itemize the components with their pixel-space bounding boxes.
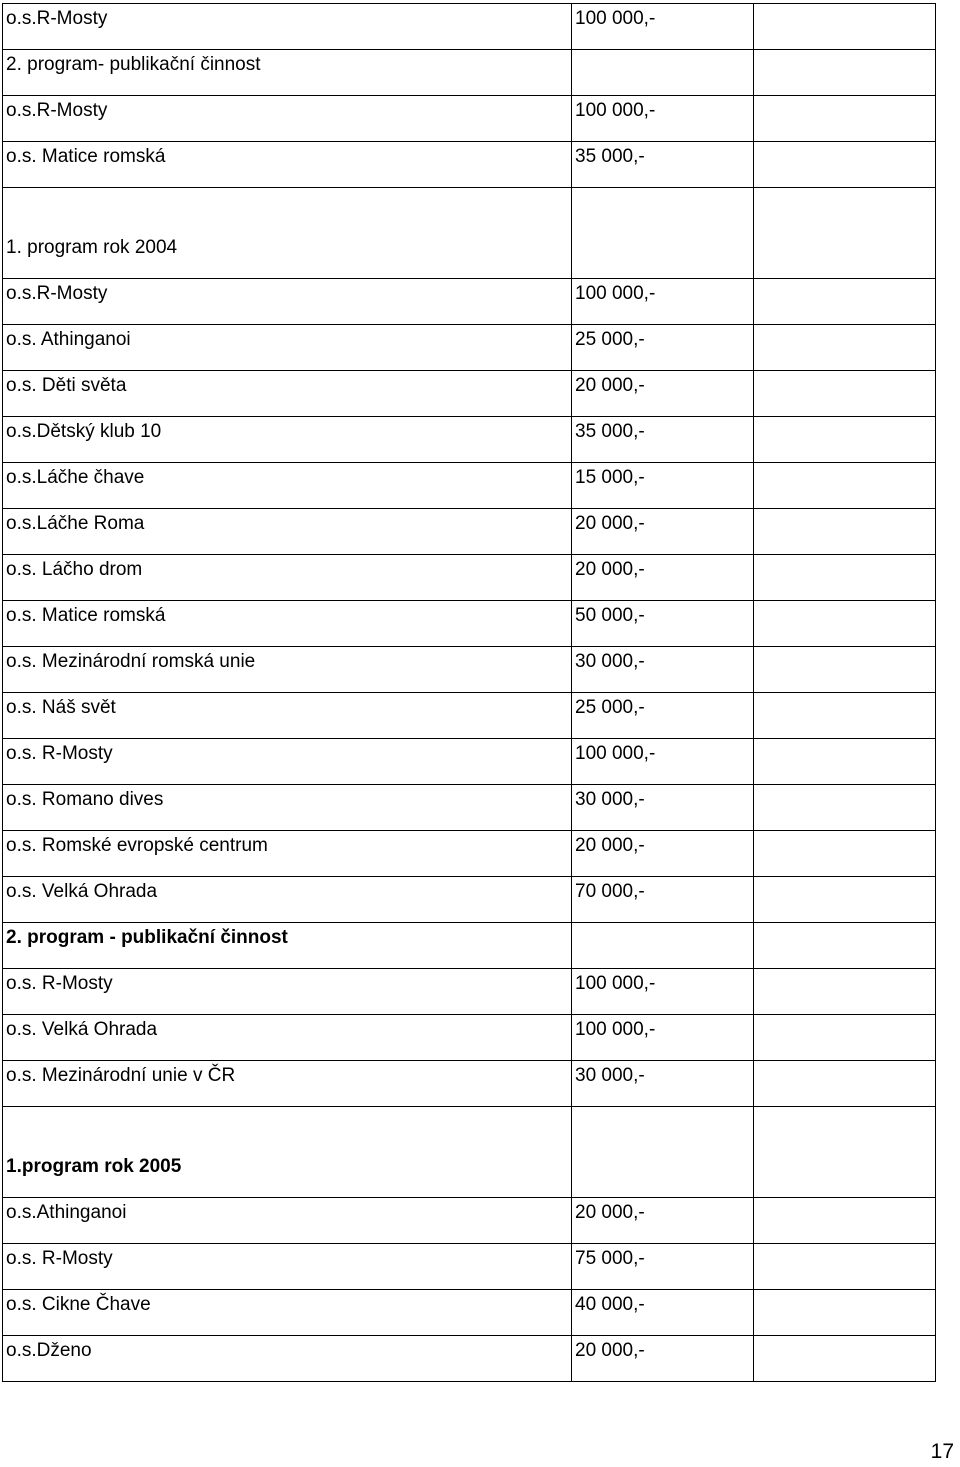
organization-name-cell: o.s. R-Mosty xyxy=(3,739,572,785)
table-row xyxy=(3,1244,936,1290)
table-body xyxy=(3,4,936,1382)
empty-cell xyxy=(754,279,936,325)
empty-cell xyxy=(754,1198,936,1244)
table-row xyxy=(3,693,936,739)
table-row xyxy=(3,96,936,142)
amount-cell: 35 000,- xyxy=(572,142,754,188)
amount-cell: 100 000,- xyxy=(572,279,754,325)
table-row xyxy=(3,1015,936,1061)
empty-cell xyxy=(754,1290,936,1336)
empty-cell xyxy=(754,4,936,50)
empty-cell xyxy=(754,1061,936,1107)
organization-name-cell: 1.program rok 2005 xyxy=(3,1107,572,1198)
empty-cell xyxy=(754,923,936,969)
organization-name-cell: o.s.Láčhe čhave xyxy=(3,463,572,509)
organization-name-cell: o.s.Dětský klub 10 xyxy=(3,417,572,463)
organization-name-cell: 2. program - publikační činnost xyxy=(3,923,572,969)
page-number: 17 xyxy=(930,1440,954,1463)
amount-cell: 100 000,- xyxy=(572,96,754,142)
table-row xyxy=(3,188,936,279)
empty-cell xyxy=(754,831,936,877)
amount-cell: 20 000,- xyxy=(572,831,754,877)
empty-cell xyxy=(754,1244,936,1290)
amount-cell: 20 000,- xyxy=(572,555,754,601)
table-row xyxy=(3,647,936,693)
amount-cell: 25 000,- xyxy=(572,693,754,739)
amount-cell xyxy=(572,923,754,969)
table-row xyxy=(3,1336,936,1382)
empty-cell xyxy=(754,555,936,601)
empty-cell xyxy=(754,647,936,693)
organization-name-cell: o.s. R-Mosty xyxy=(3,1244,572,1290)
table-row xyxy=(3,279,936,325)
empty-cell xyxy=(754,463,936,509)
organization-name-cell: o.s.R-Mosty xyxy=(3,4,572,50)
amount-cell: 35 000,- xyxy=(572,417,754,463)
amount-cell: 25 000,- xyxy=(572,325,754,371)
organization-name-cell: o.s. Athinganoi xyxy=(3,325,572,371)
table-row xyxy=(3,509,936,555)
organization-name-cell: o.s. R-Mosty xyxy=(3,969,572,1015)
empty-cell xyxy=(754,509,936,555)
table-row xyxy=(3,1107,936,1198)
empty-cell xyxy=(754,188,936,279)
amount-cell: 20 000,- xyxy=(572,1198,754,1244)
organization-name-cell: o.s.Láčhe Roma xyxy=(3,509,572,555)
organization-name-cell: o.s. Romské evropské centrum xyxy=(3,831,572,877)
amount-cell: 50 000,- xyxy=(572,601,754,647)
table-row xyxy=(3,325,936,371)
empty-cell xyxy=(754,1336,936,1382)
amount-cell: 100 000,- xyxy=(572,1015,754,1061)
table-row xyxy=(3,1061,936,1107)
table-row xyxy=(3,463,936,509)
empty-cell xyxy=(754,371,936,417)
organization-name-cell: o.s. Velká Ohrada xyxy=(3,1015,572,1061)
organization-name-cell: o.s. Mezinárodní romská unie xyxy=(3,647,572,693)
empty-cell xyxy=(754,50,936,96)
table-row xyxy=(3,50,936,96)
table-row xyxy=(3,969,936,1015)
empty-cell xyxy=(754,325,936,371)
table-row xyxy=(3,739,936,785)
table-row xyxy=(3,4,936,50)
organization-name-cell: o.s. Láčho drom xyxy=(3,555,572,601)
empty-cell xyxy=(754,1015,936,1061)
table-row xyxy=(3,831,936,877)
organization-name-cell: o.s. Matice romská xyxy=(3,601,572,647)
amount-cell: 70 000,- xyxy=(572,877,754,923)
organization-name-cell: o.s. Matice romská xyxy=(3,142,572,188)
amount-cell xyxy=(572,1107,754,1198)
empty-cell xyxy=(754,601,936,647)
empty-cell xyxy=(754,96,936,142)
empty-cell xyxy=(754,785,936,831)
amount-cell: 100 000,- xyxy=(572,739,754,785)
empty-cell xyxy=(754,142,936,188)
amount-cell: 30 000,- xyxy=(572,785,754,831)
table-row xyxy=(3,923,936,969)
table-row xyxy=(3,371,936,417)
organization-name-cell: 1. program rok 2004 xyxy=(3,188,572,279)
empty-cell xyxy=(754,1107,936,1198)
amount-cell: 40 000,- xyxy=(572,1290,754,1336)
organization-name-cell: 2. program- publikační činnost xyxy=(3,50,572,96)
table-row xyxy=(3,601,936,647)
amount-cell: 20 000,- xyxy=(572,1336,754,1382)
empty-cell xyxy=(754,417,936,463)
organization-name-cell: o.s.R-Mosty xyxy=(3,96,572,142)
organization-name-cell: o.s. Romano dives xyxy=(3,785,572,831)
amount-cell: 75 000,- xyxy=(572,1244,754,1290)
amount-cell: 20 000,- xyxy=(572,371,754,417)
table-row xyxy=(3,1198,936,1244)
amount-cell xyxy=(572,188,754,279)
amount-cell: 100 000,- xyxy=(572,4,754,50)
amount-cell: 30 000,- xyxy=(572,1061,754,1107)
organization-name-cell: o.s. Cikne Čhave xyxy=(3,1290,572,1336)
table-row xyxy=(3,417,936,463)
organization-name-cell: o.s. Náš svět xyxy=(3,693,572,739)
empty-cell xyxy=(754,739,936,785)
amount-cell: 100 000,- xyxy=(572,969,754,1015)
empty-cell xyxy=(754,969,936,1015)
empty-cell xyxy=(754,877,936,923)
organization-name-cell: o.s. Velká Ohrada xyxy=(3,877,572,923)
amount-cell: 15 000,- xyxy=(572,463,754,509)
table-row xyxy=(3,877,936,923)
organization-name-cell: o.s.R-Mosty xyxy=(3,279,572,325)
amount-cell: 30 000,- xyxy=(572,647,754,693)
organization-name-cell: o.s.Athinganoi xyxy=(3,1198,572,1244)
table-row xyxy=(3,555,936,601)
organization-name-cell: o.s. Děti světa xyxy=(3,371,572,417)
table-row xyxy=(3,142,936,188)
amount-cell: 20 000,- xyxy=(572,509,754,555)
empty-cell xyxy=(754,693,936,739)
amount-cell xyxy=(572,50,754,96)
table-row xyxy=(3,1290,936,1336)
table-row xyxy=(3,785,936,831)
grant-allocation-table xyxy=(2,3,936,1382)
organization-name-cell: o.s. Mezinárodní unie v ČR xyxy=(3,1061,572,1107)
organization-name-cell: o.s.Dženo xyxy=(3,1336,572,1382)
